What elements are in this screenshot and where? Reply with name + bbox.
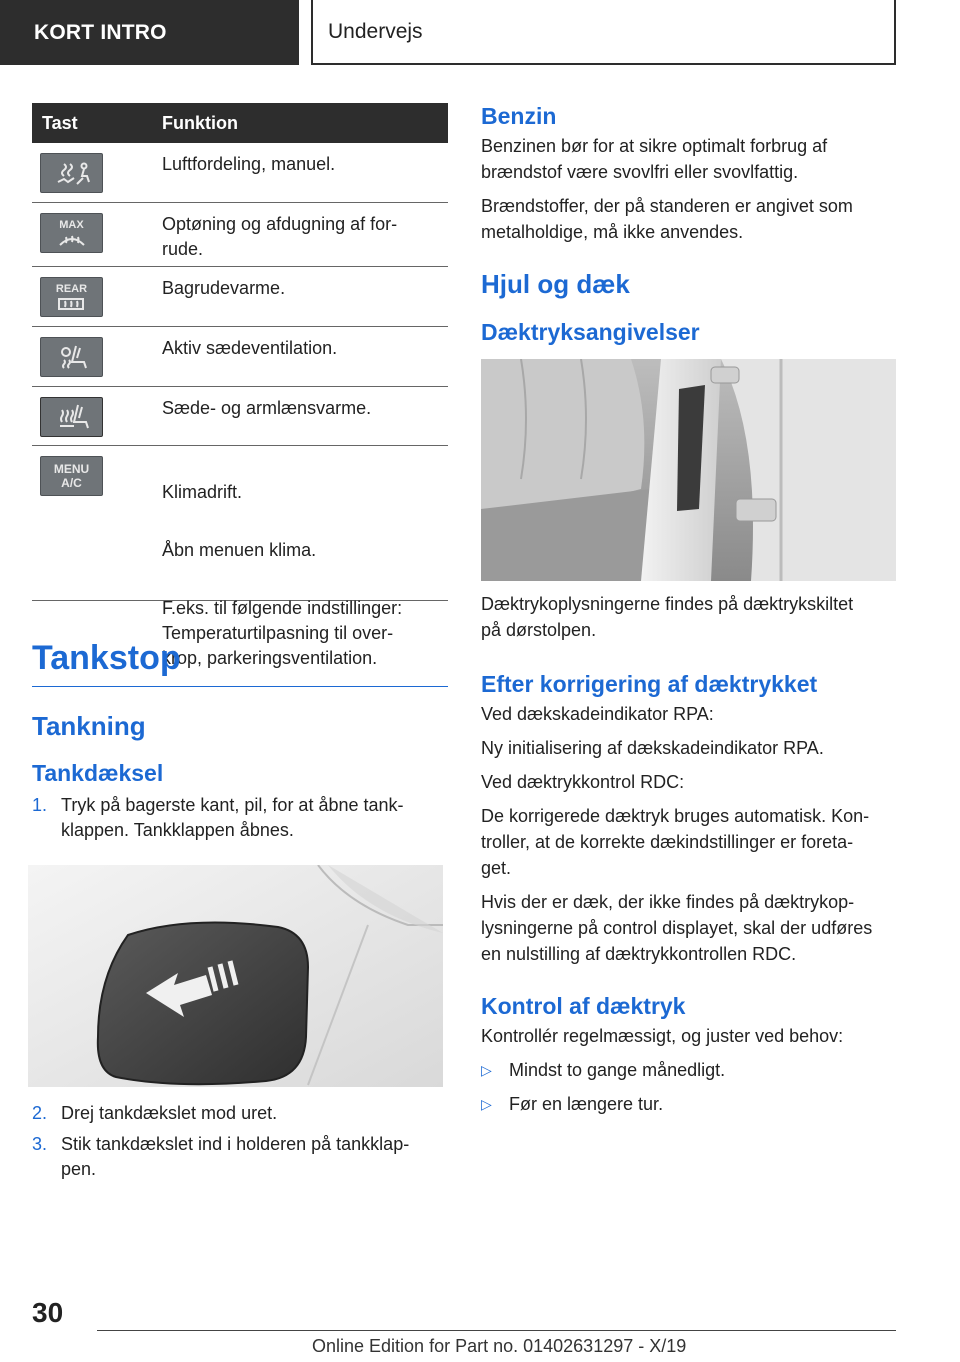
table-row [32, 327, 448, 387]
table-row [32, 203, 448, 267]
steps-list [32, 1101, 448, 1182]
section-tab: KORT INTRO [0, 0, 299, 65]
page-number: 30 [32, 1297, 64, 1328]
bullet-text: Mindst to gange månedligt. [509, 1060, 726, 1080]
step-text: Tryk på bagerste kant, pil, for at åbne tank- klappen. Tankklappen åbnes. [61, 795, 404, 840]
menu-label: MENU [53, 462, 90, 476]
paragraph: Brændstoffer, der på standeren er angivet som metalholdige, må ikke anvendes. [481, 196, 853, 242]
paragraph: Ved dæktrykkontrol RDC: [481, 772, 685, 792]
table-row [32, 387, 448, 446]
heading-efter-korrigering: Efter korrigering af dæktrykket [481, 671, 818, 697]
footer-divider [97, 1330, 896, 1331]
footer-edition: Online Edition for Part no. 01402631297 - X/19 [312, 1336, 687, 1356]
heading-tankdaeksel: Tankdæksel [32, 760, 164, 786]
table-row [32, 267, 448, 327]
function-text: Aktiv sædeventilation. [162, 338, 338, 358]
paragraph: Ny initialisering af dækskadeindikator RPA. [481, 738, 824, 758]
paragraph: Ved dækskadeindikator RPA: [481, 704, 714, 724]
step-number: 1. [32, 795, 48, 815]
list-item [481, 1057, 896, 1083]
paragraph: Benzinen bør for at sikre optimalt forbrug af brændstof være svovlfri eller svovlfattig. [481, 136, 828, 182]
col-header-tast: Tast [42, 112, 78, 133]
function-text: Klimadrift. [162, 482, 243, 502]
step-number: 2. [32, 1103, 48, 1123]
step-text: Drej tankdækslet mod uret. [61, 1103, 278, 1123]
bullet-triangle-icon: ▷ [481, 1062, 492, 1078]
heading-benzin: Benzin [481, 103, 557, 129]
heading-tankning: Tankning [32, 711, 146, 741]
bullet-text: Før en længere tur. [509, 1094, 664, 1114]
list-item [32, 1101, 448, 1126]
rear-defrost-icon [40, 277, 103, 317]
function-text: Åbn menuen klima. [162, 540, 317, 560]
seat-heating-icon [40, 397, 103, 437]
paragraph: Kontrollér regelmæssigt, og juster ved behov: [481, 1026, 844, 1046]
function-text: Bagrudevarme. [162, 278, 286, 298]
chapter-title: Undervejs [311, 0, 896, 65]
max-defrost-icon [40, 213, 103, 253]
list-item [32, 1132, 448, 1182]
fuel-flap-photo [28, 865, 443, 1087]
table-header [32, 103, 448, 143]
air-distribution-icon [40, 153, 103, 193]
step-number: 3. [32, 1134, 48, 1154]
left-column [32, 103, 448, 1182]
steps-list [32, 793, 448, 843]
function-text: Luftfordeling, manuel. [162, 154, 336, 174]
function-text: Optøning og afdugning af for- rude. [162, 214, 398, 259]
function-text: Sæde- og armlænsvarme. [162, 398, 372, 418]
heading-tankstop: Tankstop [32, 639, 448, 687]
table-row [32, 143, 448, 203]
function-text: F.eks. til følgende indstillinger: Temperaturtilpasning til over- krop, parkeringsventilation. [162, 598, 403, 668]
step-text: Stik tankdækslet ind i holderen på tankklap- pen. [61, 1134, 410, 1179]
right-column [481, 103, 896, 1117]
heading-hjul-og-daek: Hjul og dæk [481, 269, 630, 299]
bullet-triangle-icon: ▷ [481, 1096, 492, 1112]
photo-caption: Dæktrykoplysningerne findes på dæktrykskiltet på dørstolpen. [481, 594, 854, 640]
ac-label: A/C [61, 476, 82, 490]
list-item [32, 793, 448, 843]
col-header-funktion: Funktion [162, 112, 238, 133]
list-item [481, 1091, 896, 1117]
heading-kontrol-af-daektryk: Kontrol af dæktryk [481, 993, 686, 1019]
seat-ventilation-icon [40, 337, 103, 377]
paragraph: De korrigerede dæktryk bruges automatisk. Kon- troller, at de korrekte dækindstillinger er foreta- get. [481, 806, 870, 878]
paragraph: Hvis der er dæk, der ikke findes på dæktrykop- lysningerne på control displayet, skal der udføres en nulstilling af dæktrykkontrollen RDC. [481, 892, 873, 964]
door-pillar-photo [481, 359, 896, 581]
heading-daektryksangivelser: Dæktryksangivelser [481, 319, 700, 345]
menu-ac-icon [40, 456, 103, 496]
rear-label: REAR [55, 283, 88, 295]
max-label: MAX [59, 219, 84, 231]
